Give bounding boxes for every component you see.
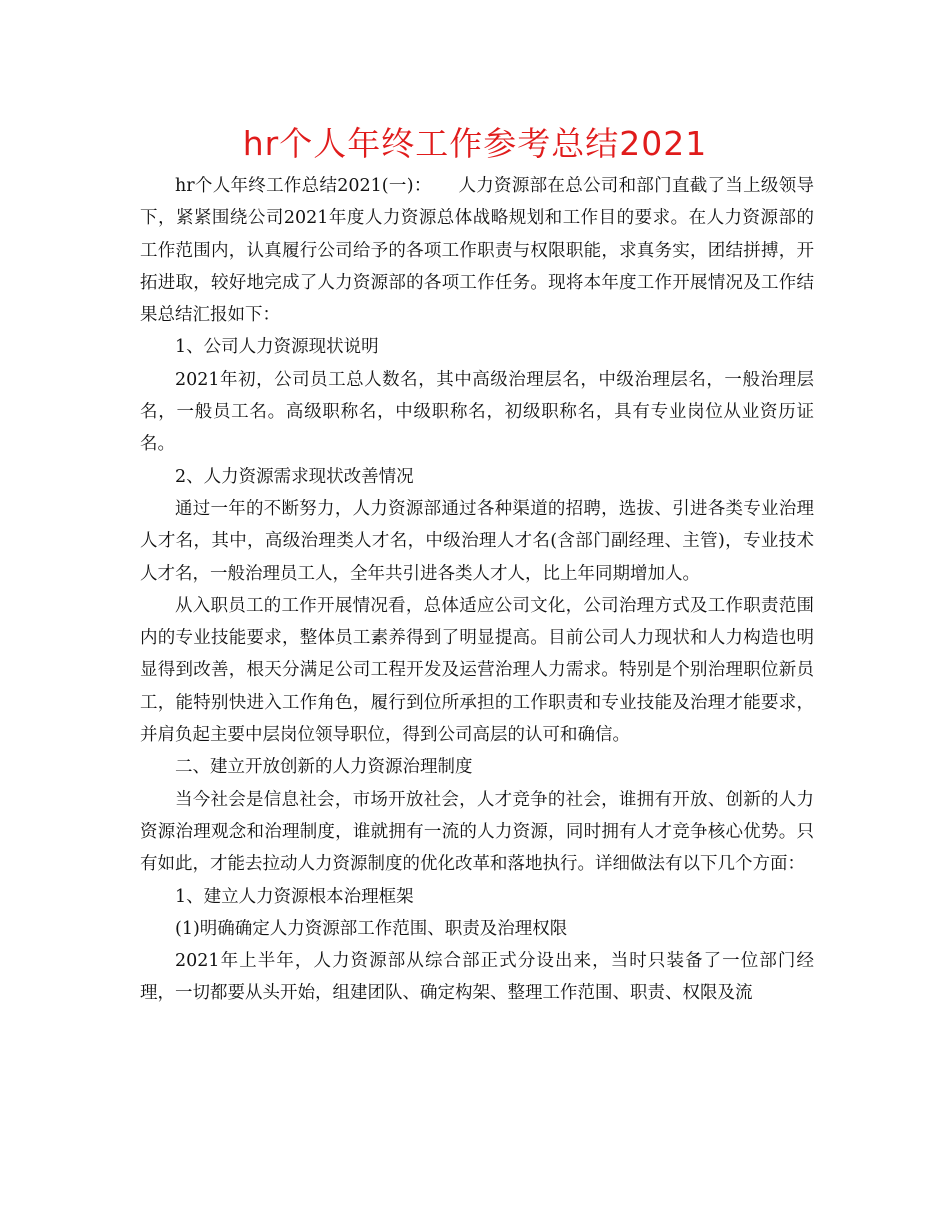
- heading-scope-duties: (1)明确确定人力资源部工作范围、职责及治理权限: [175, 918, 568, 939]
- heading-open-system: 二、建立开放创新的人力资源治理制度: [175, 757, 473, 778]
- paragraph-headcount: 2021年初，公司员工总人数名，其中高级治理层名，中级治理层名，一般治理层名，一般员工名。高级职称名，中级职称名，初级职称名，具有专业岗位从业资历证名。: [140, 369, 814, 455]
- paragraph-recruitment: 通过一年的不断努力，人力资源部通过各种渠道的招聘，选拔、引进各类专业治理人才名，其中，高级治理类人才名，中级治理人才名(含部门副经理、主管)，专业技术人才名，一般治理员工人，全年共引进各类人才人，比上年同期增加人。: [140, 498, 814, 584]
- document-title: hr个人年终工作参考总结2021: [242, 124, 708, 163]
- heading-framework: 1、建立人力资源根本治理框架: [175, 886, 414, 907]
- paragraph-intro: hr个人年终工作总结2021(一)： 人力资源部在总公司和部门直截了当上级领导下，紧紧围绕公司2021年度人力资源总体战略规划和工作目的要求。在人力资源部的工作范围内，认真履行公司给予的各项工作职责与权限职能，求真务实，团结拼搏，开拓进取，较好地完成了人力资源部的各项工作任务。现将本年度工作开展情况及工作结果总结汇报如下：: [140, 176, 814, 326]
- heading-hr-status: 1、公司人力资源现状说明: [175, 337, 379, 358]
- heading-hr-demand: 2、人力资源需求现状改善情况: [175, 466, 414, 487]
- paragraph-onboarding: 从入职员工的工作开展情况看，总体适应公司文化，公司治理方式及工作职责范围内的专业技能要求，整体员工素养得到了明显提高。目前公司人力现状和人力构造也明显得到改善，根天分满足公司工程开发及运营治理人力需求。特别是个别治理职位新员工，能特别快进入工作角色，履行到位所承担的工作职责和专业技能及治理才能要求，并肩负起主要中层岗位领导职位，得到公司高层的认可和确信。: [140, 595, 814, 746]
- paragraph-information-society: 当今社会是信息社会，市场开放社会，人才竞争的社会，谁拥有开放、创新的人力资源治理观念和治理制度，谁就拥有一流的人力资源，同时拥有人才竞争核心优势。只有如此，才能去拉动人力资源制度的优化改革和落地执行。详细做法有以下几个方面：: [140, 789, 814, 875]
- paragraph-first-half: 2021年上半年，人力资源部从综合部正式分设出来，当时只装备了一位部门经理，一切都要从头开始，组建团队、确定构架、整理工作范围、职责、权限及流: [140, 951, 814, 1004]
- document-body: [140, 170, 814, 1010]
